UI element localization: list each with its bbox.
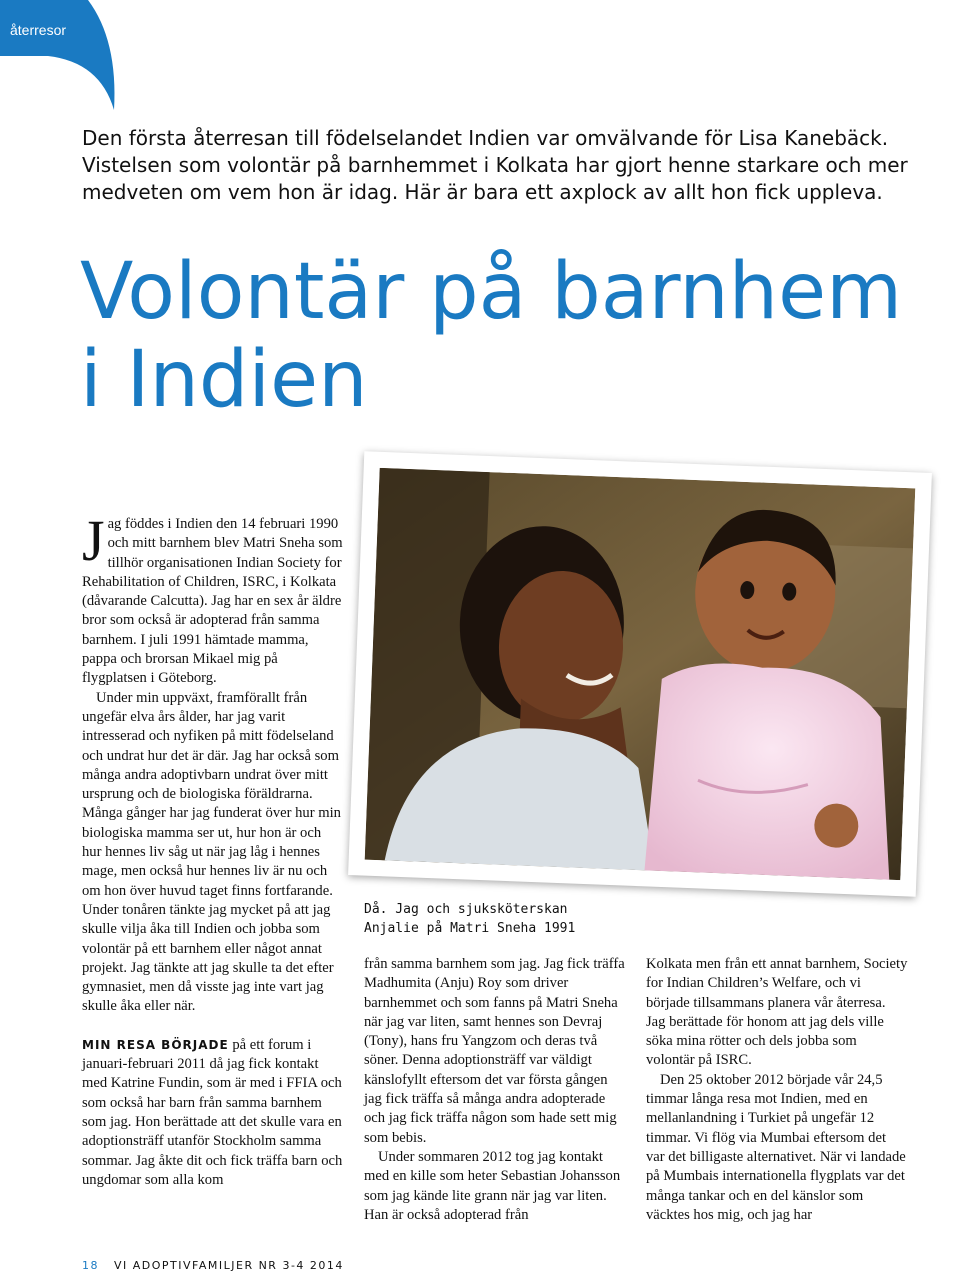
article-title	[80, 248, 902, 424]
body-column-2	[364, 955, 626, 1225]
body-paragraph	[82, 508, 344, 689]
lede-paragraph: Den första återresan till födelselandet Indien var omvälvande för Lisa Kanebäck. Vistelsen som volontär på barnhemmet i Kolkata har gjort henne starkare och mer medveten om vem hon är idag. Här är bara ett axplock av allt hon fick uppleva.	[82, 126, 908, 204]
paragraph-text: på ett forum i januari-februari 2011 då jag fick kontakt med Katrine Fundin, som är med i FFIA och som också har barn från samma barnhem som jag. Hon berättade att det skulle vara en adoptionsträff utanför Stockholm samma sommar. Jag åkte dit och fick träffa barn och ungdomar som alla kom	[82, 1036, 343, 1188]
drop-cap: J	[82, 508, 105, 573]
photo-caption-line-2: Anjalie på Matri Sneha 1991	[364, 921, 576, 936]
section-tab-shape	[0, 0, 118, 110]
photo-caption-line-1: Då. Jag och sjuksköterskan	[364, 902, 568, 917]
body-paragraph: Kolkata men från ett annat barnhem, Society for Indian Children’s Welfare, och vi började tillsammans planera vår återresa. Jag berättade för honom att jag dels ville söka mina rötter och dels jobba som volontär på ISRC.	[646, 956, 908, 1069]
paragraph-text: ag föddes i Indien den 14 februari 1990 och mitt barnhem blev Matri Sneha som tillhör organisationen Indian Society for Rehabilitation of Children, ISRC, i Kolkata (dåvarande Calcutta). Jag har en sex år äldre bror som också är adopterad från samma barnhem. I juli 1991 hämtade mamma, pappa och brorsan Mikael mig på flygplatsen i Göteborg.	[82, 516, 343, 687]
article-photo	[356, 462, 924, 886]
body-paragraph	[82, 1036, 344, 1190]
body-paragraph: Under min uppväxt, framförallt från ungefär elva års ålder, har jag varit intresserad och nyfiken på mitt födelseland och undrat hur det är där. Jag har också som många andra adoptivbarn undrat över mitt ursprung och de biologiska föräldrarna. Många gånger har jag funderat över hur min biologiska mamma ser ut, hur hon är och hur hennes liv såg ut när jag låg i hennes mage, men också hur hennes liv är nu och om hon över huvud taget finns fortfarande. Under tonåren tänkte jag mycket på att jag skulle vilja åka till Indien och jobba som volontär på ett barnhem eller något annat projekt. Jag tänkte att jag skulle ta det efter gymnasiet, men då visste jag inte vart jag skulle åka eller när.	[82, 689, 341, 1015]
section-lead-in: MIN RESA BÖRJADE	[82, 1037, 229, 1052]
body-column-3	[646, 955, 908, 1225]
photo-illustration	[365, 468, 916, 880]
photo-frame	[348, 451, 932, 896]
publication-name: VI ADOPTIVFAMILJER NR 3-4 2014	[114, 1259, 344, 1272]
page-footer	[82, 1259, 344, 1272]
section-label: återresor	[10, 22, 67, 38]
body-paragraph: Den 25 oktober 2012 började vår 24,5 timmar långa resa mot Indien, med en mellanlandning i Turkiet på ungefär 12 timmar. Vi flög via Mumbai eftersom det var det billigaste alternativet. När vi landade på Mumbais internationella flygplats var det många tankar och en del känslor som väcktes hos mig, och jag har	[646, 1071, 906, 1223]
body-paragraph: från samma barnhem som jag. Jag fick träffa Madhumita (Anju) Roy som driver barnhemmet och som fanns på Matri Sneha när jag var liten, samt hennes son Devraj (Tony), hans fru Yangzom och deras två söner. Denna adoptionsträff var väldigt känslofyllt eftersom det var första gången jag fick träffa så många andra adopterade och jag fick träffa någon som hade sett mig som bebis.	[364, 956, 625, 1146]
photo-caption	[364, 900, 614, 938]
article-title-line-2: i Indien	[80, 335, 368, 425]
page-number: 18	[82, 1259, 99, 1272]
body-paragraph: Under sommaren 2012 tog jag kontakt med en kille som heter Sebastian Johansson som jag kände lite grann när jag var liten. Han är också adopterad från	[364, 1148, 621, 1223]
article-title-line-1: Volontär på barnhem	[80, 247, 903, 337]
body-column-1	[82, 508, 344, 1190]
